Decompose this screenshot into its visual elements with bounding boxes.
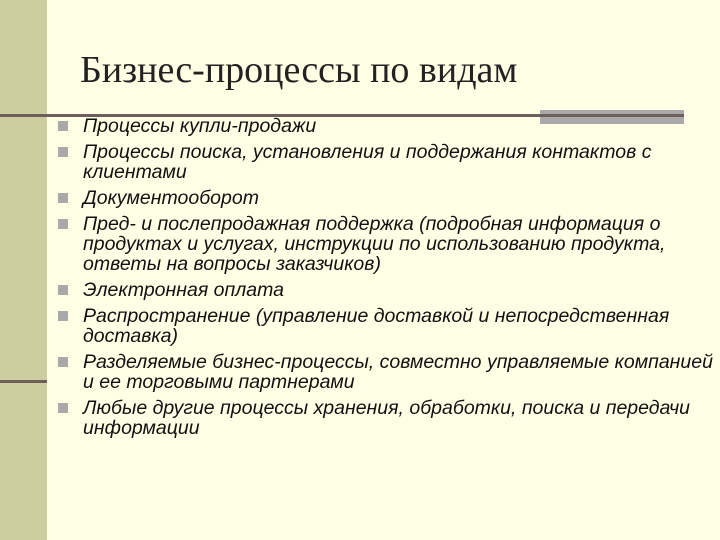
list-item bbox=[56, 398, 716, 438]
square-bullet-icon bbox=[58, 219, 68, 229]
square-bullet-icon bbox=[58, 403, 68, 413]
square-bullet-icon bbox=[58, 285, 68, 295]
list-item-text: Процессы поиска, установления и поддержания контактов с клиентами bbox=[83, 141, 652, 183]
square-bullet-icon bbox=[58, 311, 68, 321]
slide-title: Бизнес-процессы по видам bbox=[80, 49, 518, 91]
square-bullet-icon bbox=[58, 193, 68, 203]
list-item-text: Разделяемые бизнес-процессы, совместно управляемые компанией и ее торговыми партнерами bbox=[83, 351, 713, 393]
list-item bbox=[56, 188, 716, 208]
square-bullet-icon bbox=[58, 147, 68, 157]
list-item bbox=[56, 280, 716, 300]
side-divider-line bbox=[0, 380, 47, 383]
list-item-text: Распространение (управление доставкой и непосредственная доставка) bbox=[83, 305, 670, 347]
list-item-text: Процессы купли-продажи bbox=[83, 115, 317, 137]
list-item-text: Любые другие процессы хранения, обработки, поиска и передачи информации bbox=[83, 397, 691, 439]
square-bullet-icon bbox=[58, 357, 68, 367]
list-item bbox=[56, 306, 716, 346]
list-item bbox=[56, 116, 716, 136]
list-item-text: Электронная оплата bbox=[83, 279, 284, 301]
square-bullet-icon bbox=[58, 121, 68, 131]
list-item bbox=[56, 214, 716, 274]
left-decorative-band bbox=[0, 0, 47, 540]
list-item-text: Документооборот bbox=[83, 187, 259, 209]
list-item bbox=[56, 142, 716, 182]
list-item bbox=[56, 352, 716, 392]
bullet-list bbox=[56, 116, 716, 444]
list-item-text: Пред- и послепродажная поддержка (подробная информация о продуктах и услугах, инструкции по использованию продукта, ответы на вопросы заказчиков) bbox=[83, 213, 666, 275]
